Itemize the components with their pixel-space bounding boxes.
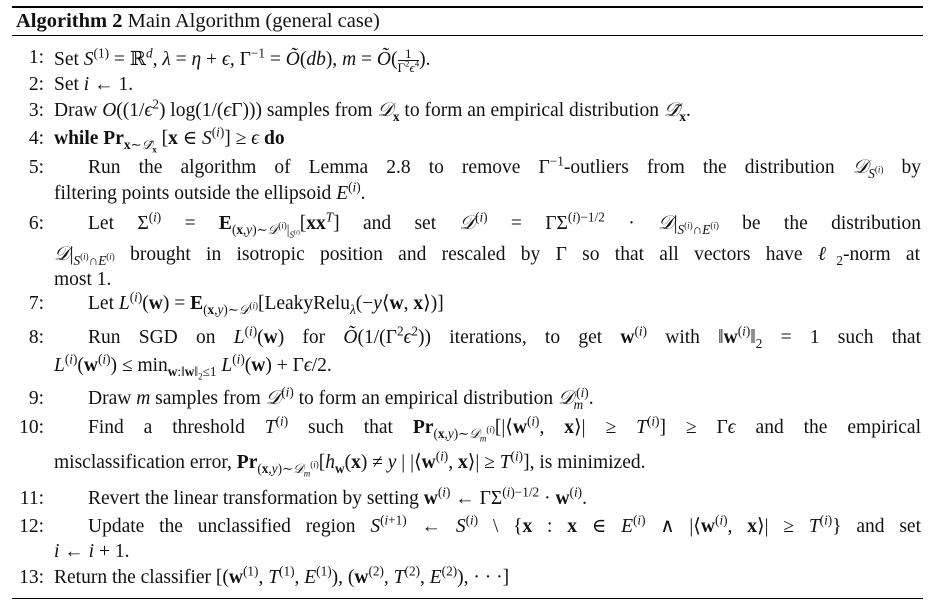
line-text-continued: $𝒟|_{S^{(i)}\cap E^{(i)}}$ brought in isotropic position and rescaled by Γ so that all vectors have ℓ$_2$-norm at: [54, 244, 921, 268]
line-number: 13:: [19, 567, 44, 588]
bottom-rule: [12, 598, 923, 599]
line-number: 6:: [28, 213, 44, 234]
line-number: 7:: [28, 293, 44, 314]
line-text: Revert the linear transformation by setting $w^{(i)}$ ← $\Gamma\Sigma^{(i)-1/2} \cdot w^{(i)}$.: [88, 484, 587, 509]
line-text-continued: filtering points outside the ellipsoid $E^{(i)}$.: [54, 179, 366, 204]
line-text: Run the algorithm of Lemma 2.8 to remove $\Gamma^{-1}$-outliers from the distribution 𝒟$_{S^{(i)}}$ by: [88, 153, 921, 181]
algorithm-body: [12, 0, 923, 605]
line-number: 9:: [28, 388, 44, 409]
line-text: Return the classifier [($w^{(1)}$, $T^{(1)}$, $E^{(1)}$), ($w^{(2)}$, $T^{(2)}$, $E^{(2)}$), · · ·]: [54, 563, 510, 588]
line-text: while $Pr_{x\sim 𝒟̃_x}$ [x ∈ $S^{(i)}] \ge \epsilon$ do: [54, 124, 285, 155]
line-text: Let $\Sigma^{(i)} = E_{(x,y)\sim 𝒟^{(i)}|_{S^{(i)}}}[xx^T]$ and set 𝒟$^{(i)}$ = $\Gamma\Sigma^{(i)-1/2}$ · $𝒟|_{S^{(i)}\cap E^{(i)}}$ be the distribution: [88, 209, 922, 240]
line-number: 3:: [28, 100, 44, 121]
line-number: 5:: [28, 157, 44, 178]
line-text-continued: i ← i + 1.: [54, 541, 130, 562]
line-text: Draw $O((1/\epsilon^2)$ log(1/(ϵΓ))) samples from 𝒟$_x$ to form an empirical distribution $𝒟̃_x$.: [54, 96, 691, 124]
line-number: 1:: [28, 47, 44, 68]
line-number: 4:: [28, 128, 44, 149]
line-text-continued: most 1.: [54, 269, 112, 290]
line-text-continued: $L^{(i)}(w^{(i)}) \le \min_{w:‖w‖_2\le 1} L^{(i)}(w) + \Gamma\epsilon/2$.: [54, 351, 332, 382]
line-text: Draw m samples from 𝒟$^{(i)}$ to form an empirical distribution 𝒟$_m^{(i)}$.: [88, 384, 594, 412]
line-number: 8:: [28, 327, 44, 348]
line-text: Set i ← 1.: [54, 74, 134, 95]
line-number: 10:: [19, 417, 44, 438]
line-number: 2:: [28, 74, 44, 95]
line-text: Set $S^{(1)}$ = ℝ$^d$, λ = η + ϵ, $\Gamma^{-1}$ = Õ(db), m = Õ( $\frac{1}{\Gamma^2\epsilon^4}$ ).: [54, 45, 431, 75]
caption-title: Main Algorithm (general case): [127, 10, 380, 32]
caption-label: Algorithm 2: [16, 10, 123, 32]
line-number: 12:: [19, 516, 44, 537]
line-text-continued: misclassification error, $Pr_{(x,y)\sim 𝒟_m^{(i)}}[h_w(x) \ne y$ | $|⟨w^{(i)}$, x⟩| ≥ $T^{(i)}$], is minimized.: [54, 448, 646, 479]
line-text: Find a threshold $T^{(i)}$ such that $Pr_{(x,y)\sim 𝒟_m^{(i)}}[|⟨w^{(i)}$, x⟩| ≥ $T^{(i)}] \ge \Gamma\epsilon$ and the empirical: [88, 413, 922, 444]
line-number: 11:: [19, 488, 44, 509]
line-text: Run SGD on $L^{(i)}(w)$ for $Õ(1/(\Gamma^2\epsilon^2))$ iterations, to get $w^{(i)}$ with $‖w^{(i)}‖_2 = 1$ such that: [88, 323, 922, 351]
line-text: Update the unclassified region $S^{(i+1)}$ ← $S^{(i)}$ \ {x : x ∈ $E^{(i)}$ ∧ $|⟨w^{(i)}$, x⟩| ≥ $T^{(i)}$} and set: [88, 512, 921, 537]
line-text: Let $L^{(i)}(w)$ = $E_{(x,y)\sim 𝒟^{(i)}}[LeakyRelu_\lambda(-y⟨w$, x⟩)]: [88, 289, 444, 317]
